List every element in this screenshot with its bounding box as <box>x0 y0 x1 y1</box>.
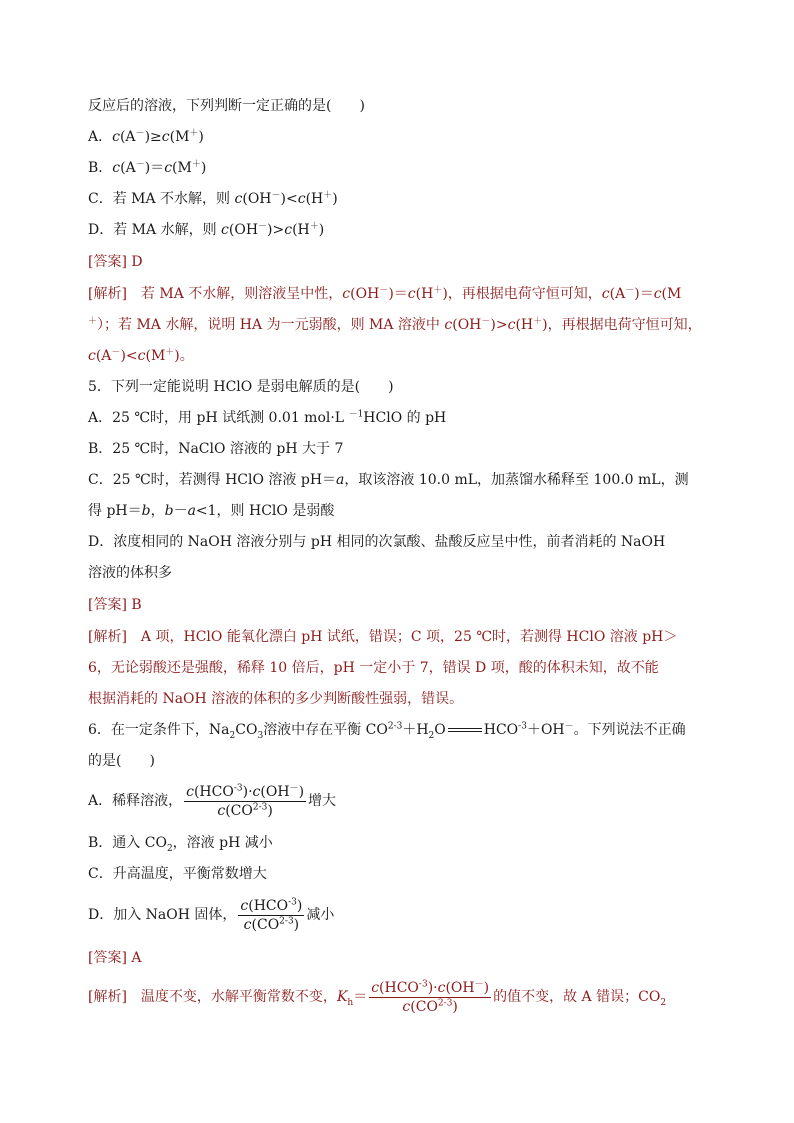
q4-explanation-line1: [解析] 若 MA 不水解，则溶液呈中性，c(OH－)＝c(H＋)，再根据电荷守恒可知，c(A－)＝c(M <box>88 285 682 302</box>
q5-option-c-line2: 得 pH＝b，b－a<1，则 HClO 是弱酸 <box>88 503 335 519</box>
q4-stem: 反应后的溶液，下列判断一定正确的是( ) <box>88 98 365 114</box>
q4-option-b: B．c(A－)＝c(M＋) <box>88 159 207 176</box>
q6-option-c: C．升高温度，平衡常数增大 <box>88 866 267 882</box>
q6-option-b: B．通入 $CO_2$，溶液 pH 减小 <box>88 835 273 854</box>
q5-explanation-line3: 根据消耗的 NaOH 溶液的体积的多少判断酸性强弱，错误。 <box>88 691 464 707</box>
fraction: $\frac{c(HCO^{-3})}{c(CO^{2-3})}$ <box>240 896 303 933</box>
equilibrium-arrow-icon <box>448 726 482 734</box>
q5-explanation-line2: 6，无论弱酸还是强酸，稀释 10 倍后，pH 一定小于 7，错误 D 项，酸的体积未知，故不能 <box>88 660 659 676</box>
q5-option-a: A．25 ℃时，用 pH 试纸测 0.01 mol·L $^{-1}$HClO 的 pH <box>88 409 447 426</box>
q5-answer: [答案] B <box>88 597 142 613</box>
q4-explanation-line3: c(A－)<c(M＋)。 <box>88 347 194 364</box>
q6-explanation: [解析] 温度不变，水解平衡常数不变，$K_h=$ $\frac{c(HCO^{-3})\cdot c(OH^-)}{c(CO^{2-3})}$ 的值不变，故 A 错误；$CO_2$ <box>88 978 667 1015</box>
q6-stem-line1: 6．在一定条件下，$Na_2CO_3$溶液中存在平衡 $CO^{2-3}+H_2O$ $HCO^{-3}+OH^-$。下列说法不正确 <box>88 721 686 741</box>
q6-option-d: D．加入 NaOH 固体， $\frac{c(HCO^{-3})}{c(CO^{2-3})}$ 减小 <box>88 896 335 933</box>
q5-option-d-line2: 溶液的体积多 <box>88 565 172 581</box>
fraction: $\frac{c(HCO^{-3})\cdot c(OH^-)}{c(CO^{2-3})}$ <box>371 978 490 1015</box>
q4-option-a: A．c(A－)≥c(M＋) <box>88 128 204 145</box>
fraction: $\frac{c(HCO^{-3})\cdot c(OH^-)}{c(CO^{2-3})}$ <box>186 782 305 819</box>
q5-option-b: B．25 ℃时，NaClO 溶液的 pH 大于 7 <box>88 441 344 457</box>
q6-answer: [答案] A <box>88 950 142 966</box>
q6-option-a: A．稀释溶液， $\frac{c(HCO^{-3})\cdot c(OH^-)}{c(CO^{2-3})}$ 增大 <box>88 782 337 819</box>
q4-option-d: D．若 MA 水解，则 c(OH－)>c(H＋) <box>88 221 325 238</box>
q6-stem-line2: 的是( ) <box>88 753 155 769</box>
q4-option-c: C．若 MA 不水解，则 c(OH－)<c(H＋) <box>88 190 338 207</box>
q5-stem: 5．下列一定能说明 HClO 是弱电解质的是( ) <box>88 379 394 395</box>
q5-option-c-line1: C．25 ℃时，若测得 HClO 溶液 pH＝a，取该溶液 10.0 mL，加蒸馏水稀释至 100.0 mL，测 <box>88 472 689 488</box>
q4-answer: [答案] D <box>88 254 143 270</box>
q5-explanation-line1: [解析] A 项，HClO 能氧化漂白 pH 试纸，错误；C 项，25 ℃时，若测得 HClO 溶液 pH＞ <box>88 629 678 645</box>
q4-explanation-line2: ＋）；若 MA 水解，说明 HA 为一元弱酸，则 MA 溶液中 c(OH－)>c(H＋)，再根据电荷守恒可知， <box>88 316 702 333</box>
q5-option-d-line1: D．浓度相同的 NaOH 溶液分别与 pH 相同的次氯酸、盐酸反应呈中性，前者消耗的 NaOH <box>88 534 666 550</box>
